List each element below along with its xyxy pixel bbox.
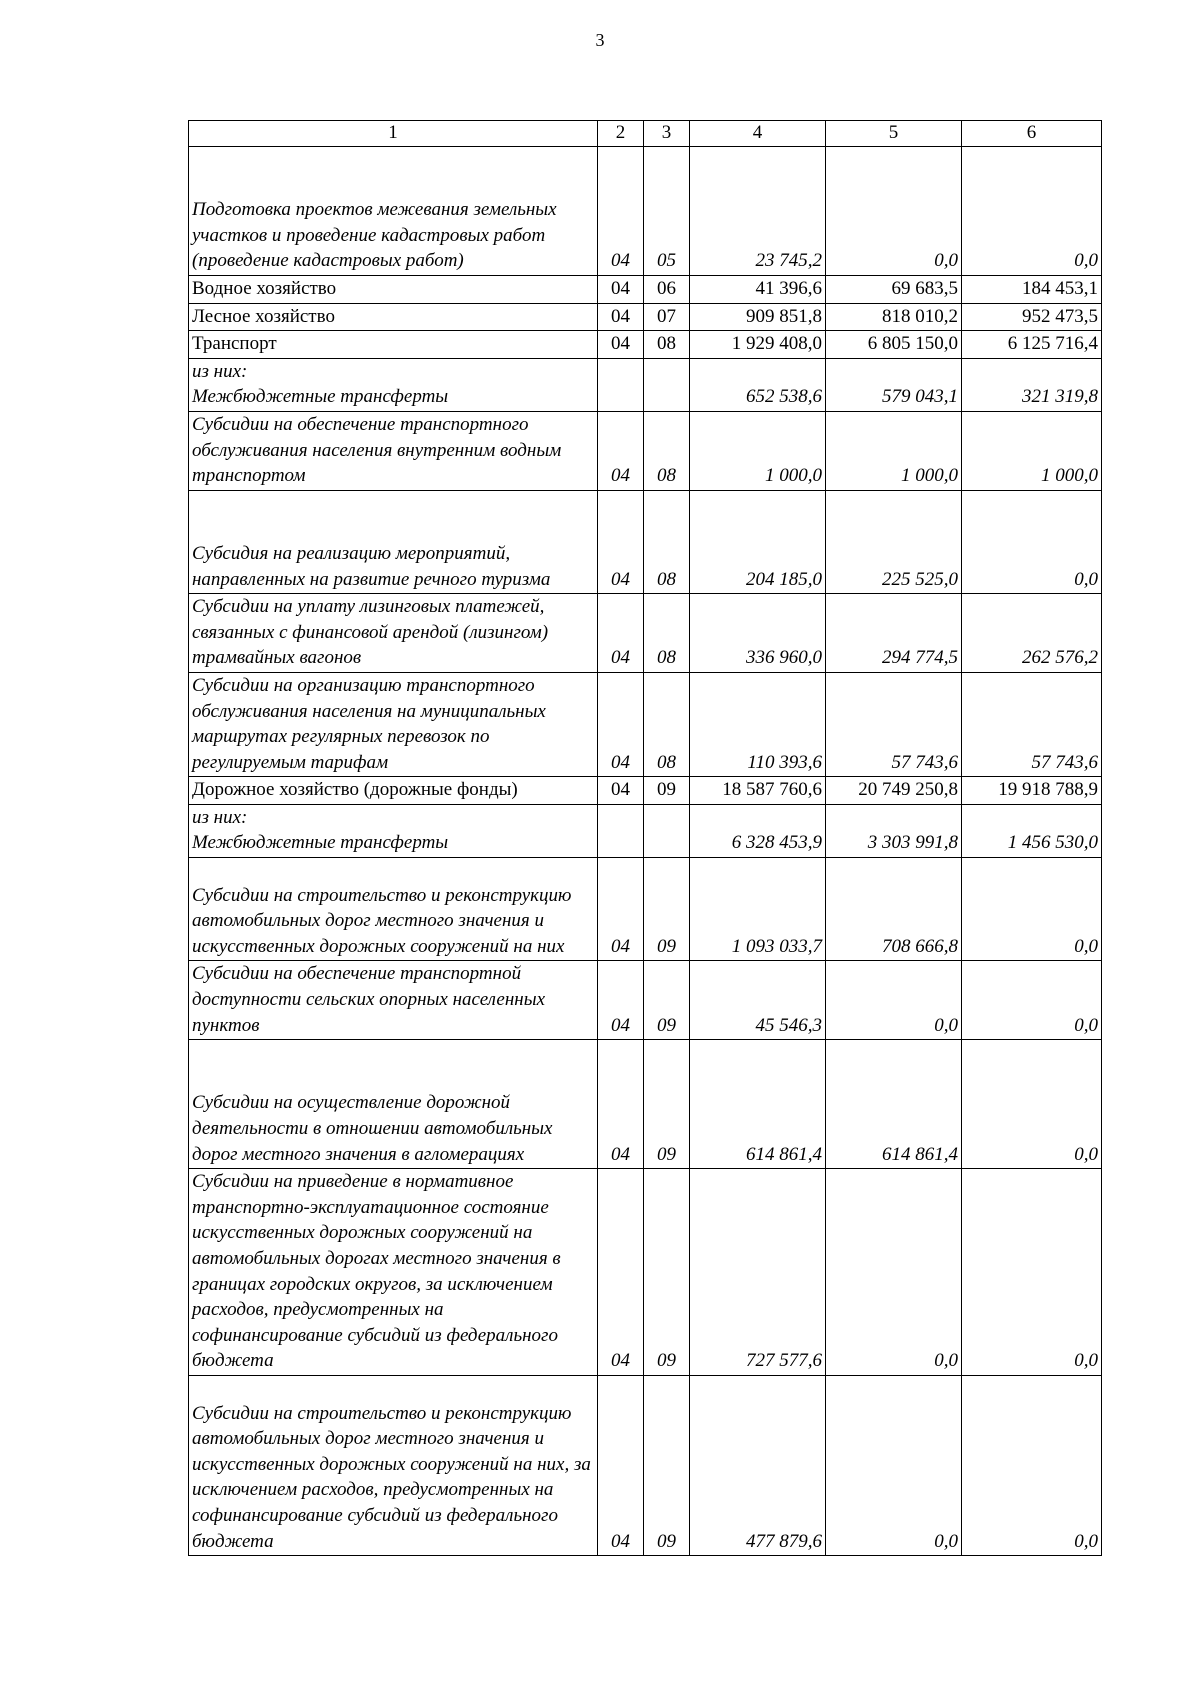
row-section-code: 04 [598,331,644,359]
row-value-col4: 204 185,0 [690,490,826,593]
row-value-col4: 1 000,0 [690,411,826,490]
row-section-code: 04 [598,1169,644,1376]
row-value-col4: 909 851,8 [690,303,826,331]
row-value-col5: 579 043,1 [826,358,962,411]
column-header: 6 [962,121,1102,147]
row-value-col5: 6 805 150,0 [826,331,962,359]
row-value-col6: 262 576,2 [962,594,1102,673]
column-header: 5 [826,121,962,147]
table-row [189,858,1102,961]
table-row [189,804,1102,857]
row-value-col4: 652 538,6 [690,358,826,411]
row-value-col4: 23 745,2 [690,147,826,276]
row-subsection-code: 09 [644,777,690,805]
row-value-col4: 336 960,0 [690,594,826,673]
row-value-col6: 0,0 [962,858,1102,961]
row-value-col5: 818 010,2 [826,303,962,331]
row-value-col4: 727 577,6 [690,1169,826,1376]
budget-table [188,120,1102,1556]
row-section-code: 04 [598,858,644,961]
row-value-col5: 0,0 [826,961,962,1040]
row-value-col5: 614 861,4 [826,1040,962,1169]
table-row [189,1376,1102,1556]
row-section-code: 04 [598,147,644,276]
row-subsection-code: 09 [644,1040,690,1169]
row-subsection-code: 09 [644,1169,690,1376]
row-value-col6: 184 453,1 [962,276,1102,304]
row-value-col5: 20 749 250,8 [826,777,962,805]
row-value-col4: 1 929 408,0 [690,331,826,359]
table-row [189,147,1102,276]
table-row [189,411,1102,490]
row-section-code: 04 [598,672,644,776]
row-section-code: 04 [598,1040,644,1169]
row-value-col4: 18 587 760,6 [690,777,826,805]
row-value-col5: 0,0 [826,1169,962,1376]
row-subsection-code [644,358,690,411]
row-name: Субсидии на обеспечение транспортной доступности сельских опорных населенных пунктов [189,961,598,1040]
row-name: Субсидии на строительство и реконструкцию автомобильных дорог местного значения и искусственных дорожных сооружений на них, за исключением расходов, предусмотренных на софинансирование субсидий из федерального бюджета [189,1376,598,1556]
row-value-col6: 0,0 [962,147,1102,276]
row-subsection-code: 09 [644,858,690,961]
row-subsection-code: 08 [644,594,690,673]
table-row [189,672,1102,776]
table-row [189,358,1102,411]
row-section-code: 04 [598,276,644,304]
row-value-col6: 0,0 [962,961,1102,1040]
row-value-col4: 614 861,4 [690,1040,826,1169]
row-section-code: 04 [598,1376,644,1556]
row-value-col5: 0,0 [826,1376,962,1556]
row-value-col4: 45 546,3 [690,961,826,1040]
row-name: Транспорт [189,331,598,359]
row-section-code [598,358,644,411]
page-number: 3 [595,30,605,50]
row-value-col6: 0,0 [962,490,1102,593]
row-subsection-code [644,804,690,857]
row-value-col4: 477 879,6 [690,1376,826,1556]
table-row [189,303,1102,331]
row-name: Дорожное хозяйство (дорожные фонды) [189,777,598,805]
column-header: 3 [644,121,690,147]
row-value-col6: 19 918 788,9 [962,777,1102,805]
column-header: 2 [598,121,644,147]
row-value-col5: 708 666,8 [826,858,962,961]
row-section-code [598,804,644,857]
column-header: 4 [690,121,826,147]
table-row [189,331,1102,359]
row-value-col5: 3 303 991,8 [826,804,962,857]
row-value-col6: 1 456 530,0 [962,804,1102,857]
row-section-code: 04 [598,411,644,490]
row-value-col5: 57 743,6 [826,672,962,776]
row-subsection-code: 09 [644,1376,690,1556]
row-name: Водное хозяйство [189,276,598,304]
row-value-col5: 69 683,5 [826,276,962,304]
row-name: Субсидии на организацию транспортного обслуживания населения на муниципальных маршрутах регулярных перевозок по регулируемым тарифам [189,672,598,776]
row-value-col6: 0,0 [962,1169,1102,1376]
row-value-col5: 225 525,0 [826,490,962,593]
row-name: из них: Межбюджетные трансферты [189,358,598,411]
row-value-col6: 6 125 716,4 [962,331,1102,359]
row-subsection-code: 09 [644,961,690,1040]
table-row [189,961,1102,1040]
row-subsection-code: 07 [644,303,690,331]
row-name: Лесное хозяйство [189,303,598,331]
row-value-col6: 0,0 [962,1376,1102,1556]
row-name: из них: Межбюджетные трансферты [189,804,598,857]
row-value-col4: 1 093 033,7 [690,858,826,961]
row-value-col6: 0,0 [962,1040,1102,1169]
row-name: Подготовка проектов межевания земельных участков и проведение кадастровых работ (проведение кадастровых работ) [189,147,598,276]
row-value-col6: 952 473,5 [962,303,1102,331]
row-value-col4: 110 393,6 [690,672,826,776]
row-subsection-code: 06 [644,276,690,304]
row-value-col6: 321 319,8 [962,358,1102,411]
row-section-code: 04 [598,490,644,593]
table-row [189,594,1102,673]
row-value-col6: 57 743,6 [962,672,1102,776]
row-value-col4: 41 396,6 [690,276,826,304]
row-name: Субсидии на уплату лизинговых платежей, связанных с финансовой арендой (лизингом) трамвайных вагонов [189,594,598,673]
table-row [189,1040,1102,1169]
row-value-col6: 1 000,0 [962,411,1102,490]
row-section-code: 04 [598,961,644,1040]
row-section-code: 04 [598,303,644,331]
row-value-col5: 294 774,5 [826,594,962,673]
row-subsection-code: 08 [644,672,690,776]
row-section-code: 04 [598,594,644,673]
table-row [189,1169,1102,1376]
row-subsection-code: 08 [644,490,690,593]
row-name: Субсидии на строительство и реконструкцию автомобильных дорог местного значения и искусственных дорожных сооружений на них [189,858,598,961]
row-name: Субсидия на реализацию мероприятий, направленных на развитие речного туризма [189,490,598,593]
row-value-col4: 6 328 453,9 [690,804,826,857]
table-row [189,490,1102,593]
row-subsection-code: 08 [644,331,690,359]
table-row [189,777,1102,805]
row-name: Субсидии на приведение в нормативное транспортно-эксплуатационное состояние искусственных дорожных сооружений на автомобильных дорогах местного значения в границах городских округов, за исключением расходов, предусмотренных на софинансирование субсидий из федерального бюджета [189,1169,598,1376]
column-header: 1 [189,121,598,147]
row-subsection-code: 05 [644,147,690,276]
row-name: Субсидии на обеспечение транспортного обслуживания населения внутренним водным транспортом [189,411,598,490]
row-value-col5: 1 000,0 [826,411,962,490]
row-value-col5: 0,0 [826,147,962,276]
table-header-row [189,121,1102,147]
row-name: Субсидии на осуществление дорожной деятельности в отношении автомобильных дорог местного значения в агломерациях [189,1040,598,1169]
row-subsection-code: 08 [644,411,690,490]
table-row [189,276,1102,304]
row-section-code: 04 [598,777,644,805]
